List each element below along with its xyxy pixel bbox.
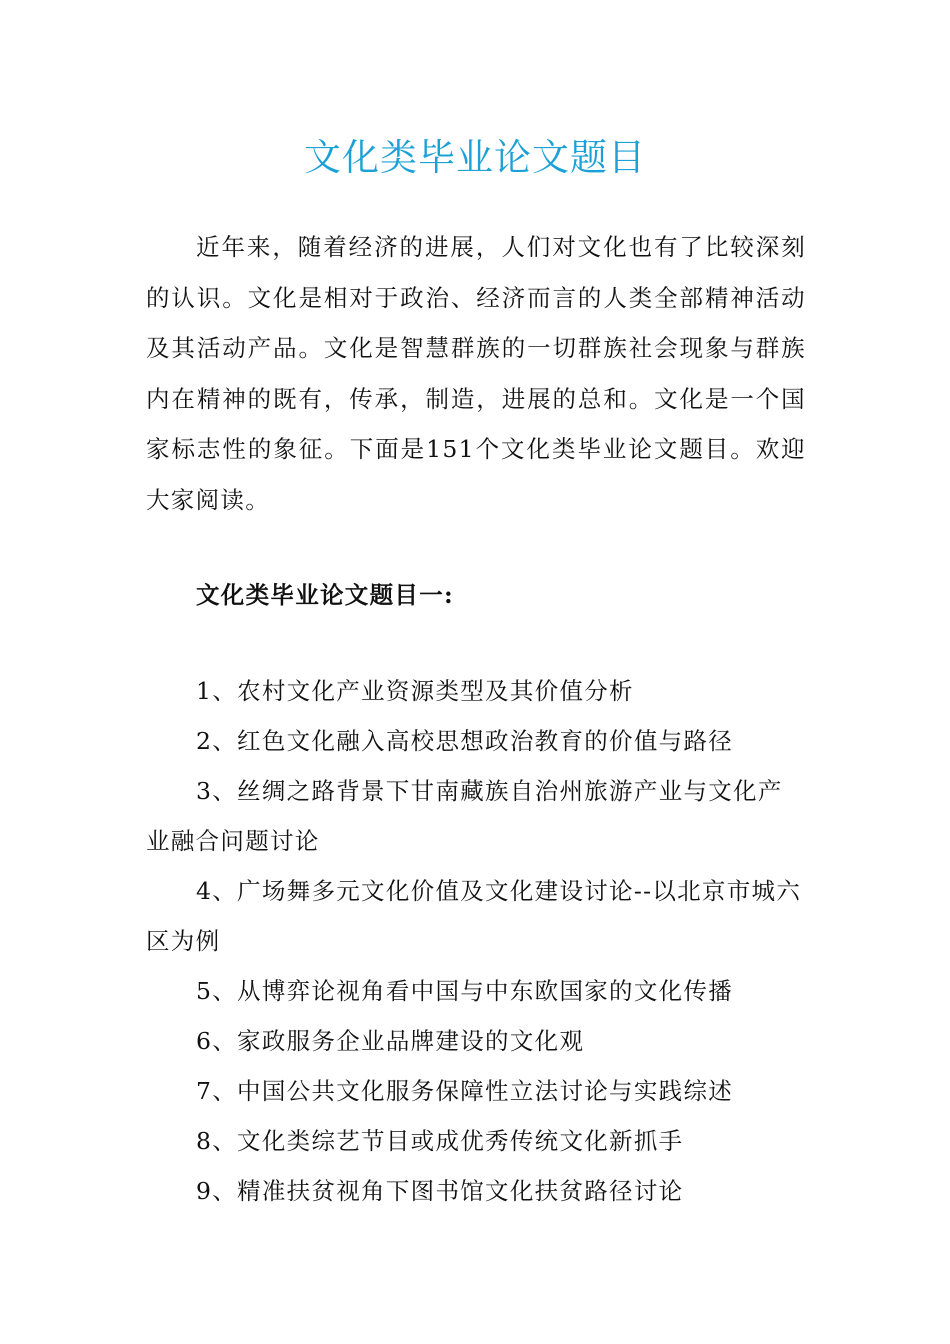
topic-item: 5、从博弈论视角看中国与中东欧国家的文化传播 <box>196 977 734 1005</box>
section-heading: 文化类毕业论文题目一: <box>196 581 454 609</box>
topic-item: 6、家政服务企业品牌建设的文化观 <box>196 1027 585 1055</box>
topic-list <box>146 666 806 1216</box>
topic-item: 1、农村文化产业资源类型及其价值分析 <box>196 677 634 705</box>
topic-item: 4、广场舞多元文化价值及文化建设讨论--以北京市城六区为例 <box>146 877 802 955</box>
topic-item: 8、文化类综艺节目或成优秀传统文化新抓手 <box>196 1127 684 1155</box>
document-title: 文化类毕业论文题目 <box>304 136 646 179</box>
topic-item: 7、中国公共文化服务保障性立法讨论与实践综述 <box>196 1077 734 1105</box>
topic-item: 3、丝绸之路背景下甘南藏族自治州旅游产业与文化产业融合问题讨论 <box>146 777 783 855</box>
intro-paragraph: 近年来，随着经济的进展，人们对文化也有了比较深刻的认识。文化是相对于政治、经济而言的人类全部精神活动及其活动产品。文化是智慧群族的一切群族社会现象与群族内在精神的既有，传承，制造，进展的总和。文化是一个国家标志性的象征。下面是151个文化类毕业论文题目。欢迎大家阅读。 <box>146 233 806 514</box>
topic-item: 2、红色文化融入高校思想政治教育的价值与路径 <box>196 727 734 755</box>
topic-item: 9、精准扶贫视角下图书馆文化扶贫路径讨论 <box>196 1177 684 1205</box>
